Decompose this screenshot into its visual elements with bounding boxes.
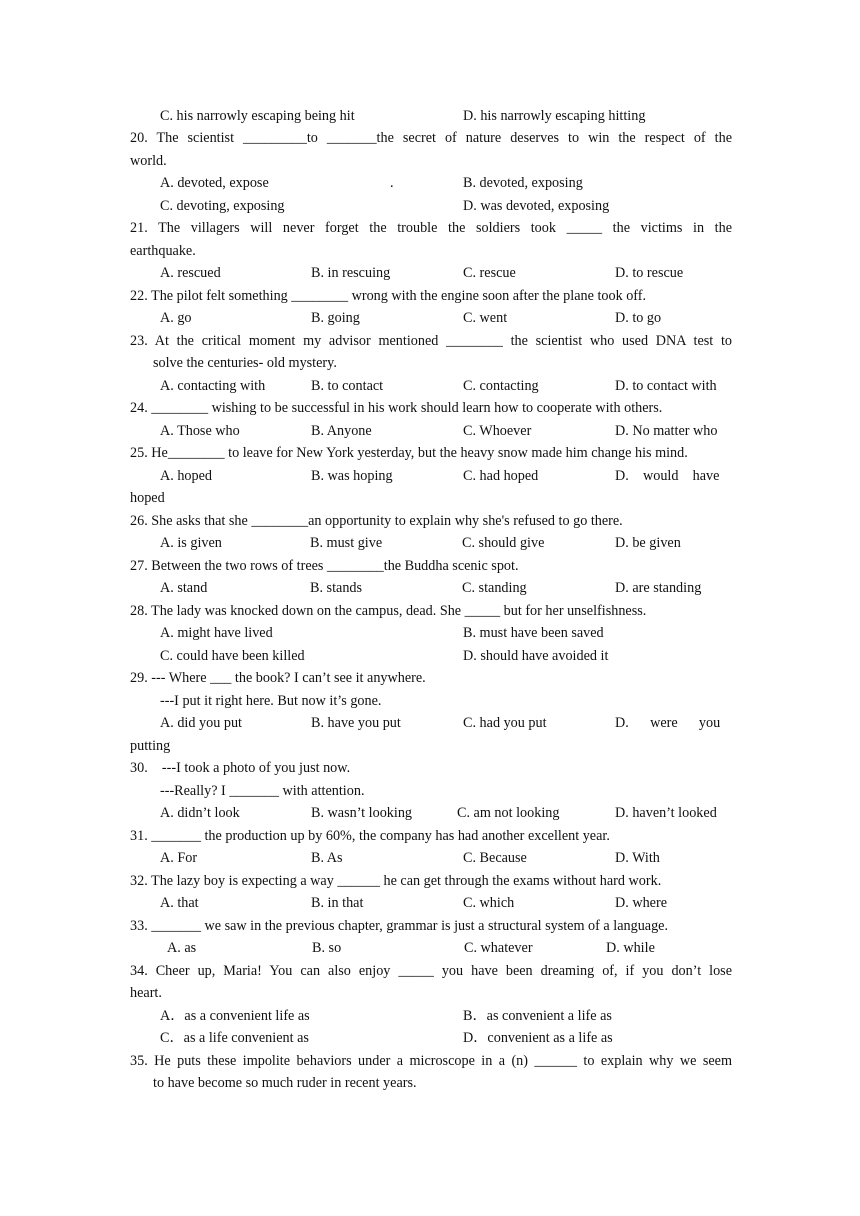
option-b: B. must give: [310, 535, 383, 551]
option-c: C. went: [463, 310, 508, 326]
option-b: B. As: [311, 850, 343, 866]
option-c: C. had hoped: [463, 468, 539, 484]
option-a: A. contacting with: [160, 378, 266, 394]
option-d: D. No matter who: [615, 423, 718, 439]
option-b: B. Anyone: [311, 423, 372, 439]
option-a: A. is given: [160, 535, 222, 551]
option-a: A. might have lived: [160, 625, 273, 641]
question-30: 30. ---I took a photo of you just now.: [130, 760, 351, 776]
question-25: 25. He________ to leave for New York yesterday, but the heavy snow made him change his mind.: [130, 445, 688, 461]
option-b: B. in that: [311, 895, 364, 911]
question-20: 20. The scientist _________to _______the secret of nature deserves to win the respect of the: [130, 130, 732, 146]
question-24: 24. ________ wishing to be successful in his work should learn how to cooperate with others.: [130, 400, 663, 416]
option-d: D. to contact with: [615, 378, 717, 394]
option-a: A. rescued: [160, 265, 221, 281]
stray-dot: .: [390, 175, 394, 191]
option-b: B. to contact: [311, 378, 384, 394]
option-d: D. were you: [615, 715, 721, 731]
option-c: C. could have been killed: [160, 648, 305, 664]
question-29-reply: ---I put it right here. But now it’s gone.: [160, 693, 382, 709]
option-b: B. must have been saved: [463, 625, 604, 641]
question-21: 21. The villagers will never forget the trouble the soldiers took _____ the victims in the: [130, 220, 732, 236]
option-d: D. his narrowly escaping hitting: [463, 108, 646, 124]
option-a: A. didn’t look: [160, 805, 240, 821]
option-b: B. have you put: [311, 715, 401, 731]
question-23-cont: solve the centuries- old mystery.: [153, 355, 337, 371]
option-b: B. was hoping: [311, 468, 393, 484]
option-c: C. had you put: [463, 715, 547, 731]
option-c: C. his narrowly escaping being hit: [160, 108, 355, 124]
option-d: D. are standing: [615, 580, 702, 596]
question-30-reply: ---Really? I _______ with attention.: [160, 783, 365, 799]
option-c: C. am not looking: [457, 805, 560, 821]
option-b: B. devoted, exposing: [463, 175, 583, 191]
option-c: C. which: [463, 895, 515, 911]
question-34-cont: heart.: [130, 985, 162, 1001]
option-c: C. Whoever: [463, 423, 532, 439]
question-28: 28. The lady was knocked down on the campus, dead. She _____ but for her unselfishness.: [130, 603, 647, 619]
question-33: 33. _______ we saw in the previous chapter, grammar is just a structural system of a language.: [130, 918, 669, 934]
question-20-cont: world.: [130, 153, 167, 169]
option-d-cont: putting: [130, 738, 171, 754]
option-a: A. For: [160, 850, 198, 866]
option-c: C. whatever: [464, 940, 533, 956]
question-22: 22. The pilot felt something ________ wrong with the engine soon after the plane took off.: [130, 288, 647, 304]
option-d: D．convenient as a life as: [463, 1030, 613, 1046]
option-d: D. where: [615, 895, 667, 911]
option-d: D. would have: [615, 468, 720, 484]
question-34: 34. Cheer up, Maria! You can also enjoy _____ you have been dreaming of, if you don’t lose: [130, 963, 732, 979]
option-b: B. wasn’t looking: [311, 805, 413, 821]
option-a: A．as a convenient life as: [160, 1008, 310, 1024]
option-a: A. did you put: [160, 715, 242, 731]
option-a: A. as: [167, 940, 197, 956]
question-26: 26. She asks that she ________an opportunity to explain why she's refused to go there.: [130, 513, 623, 529]
option-b: B. going: [311, 310, 360, 326]
option-d: D. With: [615, 850, 660, 866]
option-c: C. rescue: [463, 265, 516, 281]
option-c: C. standing: [462, 580, 527, 596]
option-d: D. to go: [615, 310, 662, 326]
question-35-cont: to have become so much ruder in recent years.: [153, 1075, 417, 1091]
option-b: B．as convenient a life as: [463, 1008, 612, 1024]
option-b: B. in rescuing: [311, 265, 391, 281]
option-a: A. go: [160, 310, 192, 326]
question-21-cont: earthquake.: [130, 243, 196, 259]
option-a: A. hoped: [160, 468, 213, 484]
option-c: C. Because: [463, 850, 527, 866]
option-d: D. to rescue: [615, 265, 684, 281]
option-c: C. should give: [462, 535, 545, 551]
option-a: A. devoted, expose: [160, 175, 269, 191]
option-d: D. should have avoided it: [463, 648, 609, 664]
option-a: A. stand: [160, 580, 208, 596]
option-c: C. contacting: [463, 378, 539, 394]
option-d: D. haven’t looked: [615, 805, 717, 821]
option-c: C．as a life convenient as: [160, 1030, 309, 1046]
question-35: 35. He puts these impolite behaviors under a microscope in a (n) ______ to explain why we seem: [130, 1053, 732, 1069]
question-29: 29. --- Where ___ the book? I can’t see it anywhere.: [130, 670, 426, 686]
option-b: B. so: [312, 940, 342, 956]
option-a: A. that: [160, 895, 199, 911]
option-d-cont: hoped: [130, 490, 165, 506]
option-d: D. be given: [615, 535, 681, 551]
option-d: D. while: [606, 940, 655, 956]
option-d: D. was devoted, exposing: [463, 198, 610, 214]
question-27: 27. Between the two rows of trees ________the Buddha scenic spot.: [130, 558, 519, 574]
question-32: 32. The lazy boy is expecting a way ______ he can get through the exams without hard work.: [130, 873, 662, 889]
option-c: C. devoting, exposing: [160, 198, 285, 214]
option-a: A. Those who: [160, 423, 240, 439]
question-31: 31. _______ the production up by 60%, the company has had another excellent year.: [130, 828, 610, 844]
question-23: 23. At the critical moment my advisor mentioned ________ the scientist who used DNA test to: [130, 333, 732, 349]
option-b: B. stands: [310, 580, 363, 596]
